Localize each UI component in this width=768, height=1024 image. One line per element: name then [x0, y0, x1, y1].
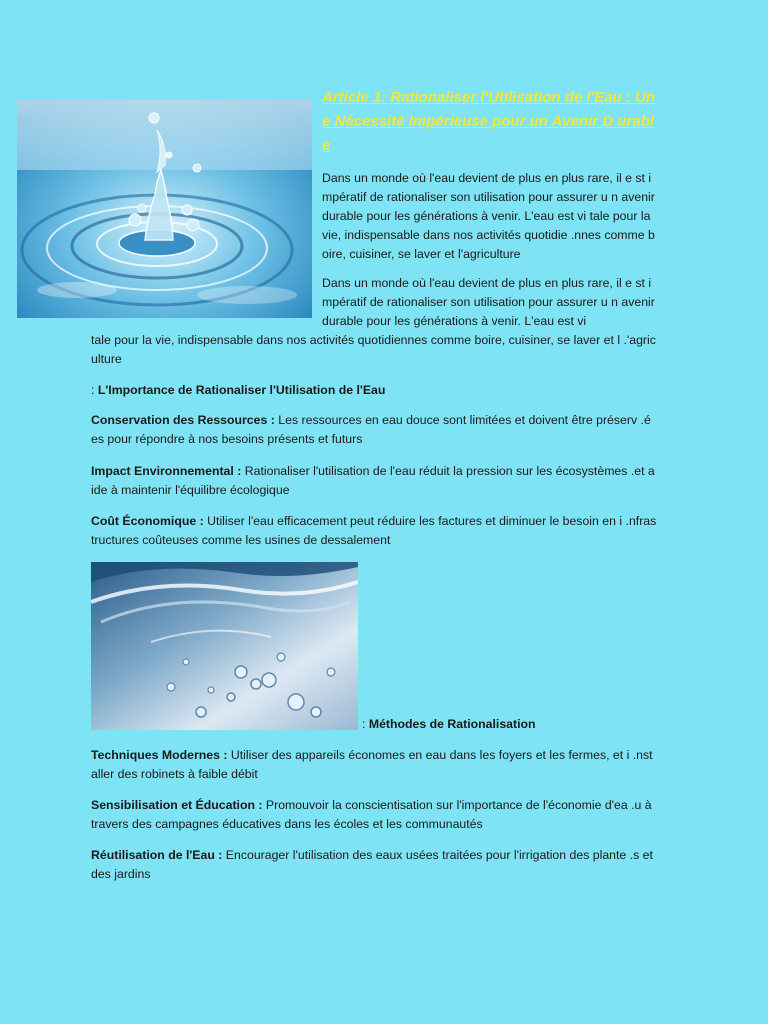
list-item [91, 512, 657, 550]
item-label: Impact Environnemental : [91, 464, 242, 478]
list-item [91, 411, 657, 449]
importance-heading [91, 381, 657, 400]
list-item [91, 846, 657, 884]
water-splash-image [91, 562, 358, 730]
article-title[interactable]: Article 1: Rationaliser l'Utilisation de l'Eau : Une Nécessité Impérieuse pour un Avenir D urable [322, 89, 656, 154]
list-item [91, 796, 657, 834]
item-text: Utiliser des appareils économes en eau dans les foyers et les fermes, et i .nstaller des robinets à faible débit [91, 748, 653, 781]
item-label: Conservation des Ressources : [91, 413, 275, 427]
heading-prefix: : [362, 717, 366, 731]
item-text: Promouvoir la conscientisation sur l'importance de l'économie d'ea .u à travers des campagnes éducatives dans les écoles et les communautés [91, 798, 652, 831]
intro-paragraph-repeat-end: tale pour la vie, indispensable dans nos activités quotidiennes comme boire, cuisiner, se laver et l .'agriculture [91, 333, 656, 366]
item-text: Utiliser l'eau efficacement peut réduire les factures et diminuer le besoin en i .nfrastructures coûteuses comme les usines de dessalement [91, 514, 657, 547]
heading-prefix: : [91, 383, 95, 397]
item-text: Rationaliser l'utilisation de l'eau réduit la pression sur les écosystèmes .et aide à maintenir l'équilibre écologique [91, 464, 655, 497]
list-item [91, 462, 657, 500]
methods-heading-text: Méthodes de Rationalisation [368, 717, 536, 731]
list-item [91, 746, 657, 784]
item-label: Réutilisation de l'Eau : [91, 848, 223, 862]
item-label: Sensibilisation et Éducation : [91, 798, 263, 812]
item-text: Les ressources en eau douce sont limitées et doivent être préserv .ées pour répondre à nos besoins présents et futurs [91, 413, 651, 446]
item-text: Encourager l'utilisation des eaux usées traitées pour l'irrigation des plante .s et des jardins [91, 848, 653, 881]
item-label: Coût Économique : [91, 514, 204, 528]
methods-heading [362, 715, 662, 734]
intro-paragraph: Dans un monde où l'eau devient de plus en plus rare, il e st impératif de rationaliser son utilisation pour assurer u n avenir durable pour les générations à venir. L'eau est vi tale pour la vie, indispensable dans nos activités quotidie .nnes comme boire, cuisiner, se laver et l'agriculture [322, 171, 655, 261]
water-drop-image [17, 100, 312, 318]
item-label: Techniques Modernes : [91, 748, 228, 762]
intro-paragraph-repeat-start: Dans un monde où l'eau devient de plus en plus rare, il e st impératif de rationaliser son utilisation pour assurer u n avenir durable pour les générations à venir. L'eau est vi [322, 276, 655, 328]
importance-heading-text: L'Importance de Rationaliser l'Utilisation de l'Eau [97, 383, 386, 397]
